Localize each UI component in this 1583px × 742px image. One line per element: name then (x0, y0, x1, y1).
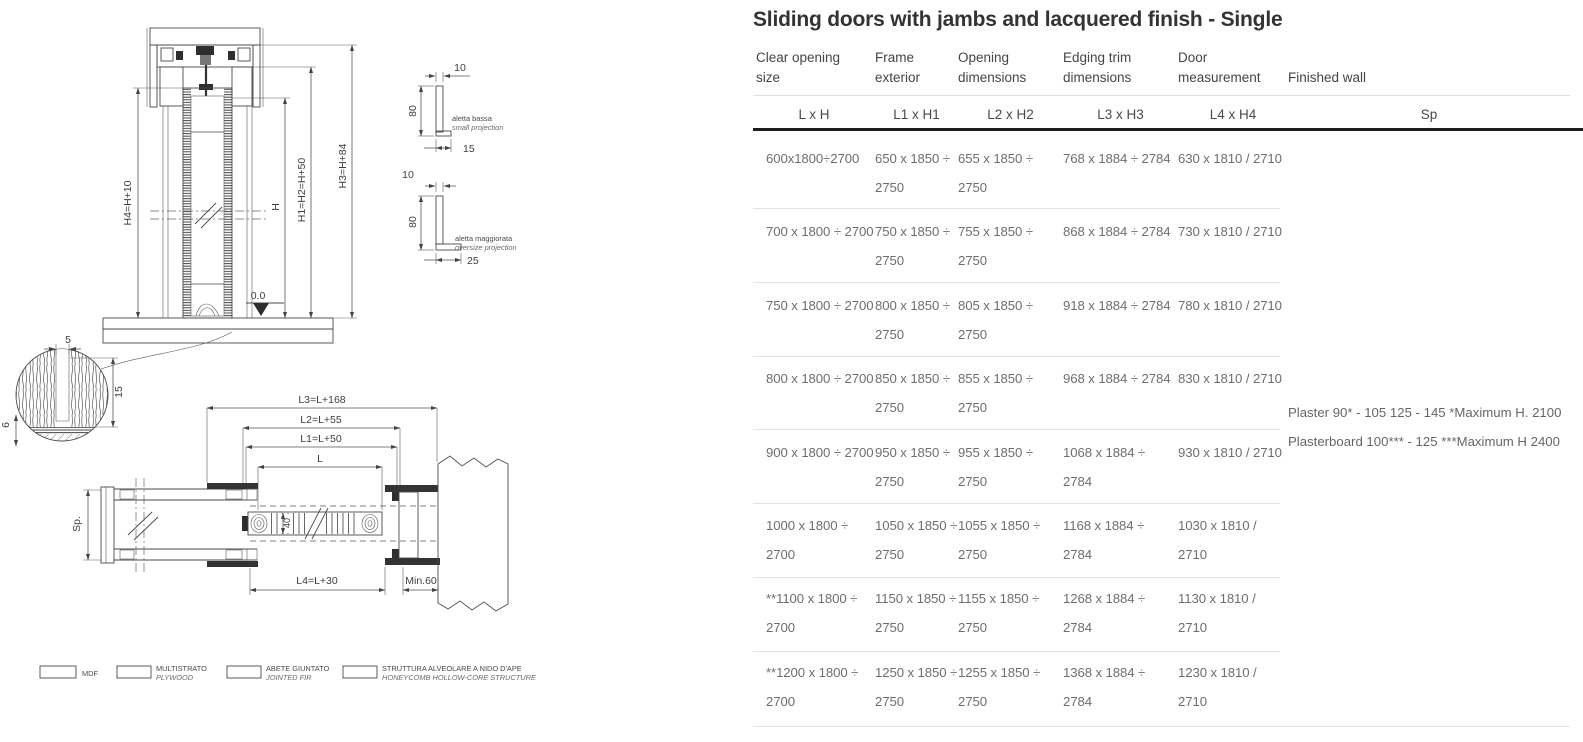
spec-table (753, 0, 1583, 742)
table-cell: 1155 x 1850 ÷ 2750 (958, 591, 1040, 635)
profile2-dim-bottom: 25 (467, 255, 479, 267)
table-cell: **1100 x 1800 ÷ 2700 (766, 591, 858, 635)
profile1-label-it: aletta bassa (452, 114, 492, 123)
table-cell: 800 x 1850 ÷ 2750 (875, 298, 950, 342)
dim-label-l2: L2=L+55 (300, 414, 342, 426)
table-cell: 750 x 1850 ÷ 2750 (875, 224, 950, 268)
row-divider (753, 503, 1280, 504)
profile1-label-en: small projection (452, 123, 504, 132)
legend-label-honeycomb-en: HONEYCOMB HOLLOW-CORE STRUCTURE (382, 673, 536, 682)
vertical-section (103, 28, 357, 343)
subheader-sp: Sp (1420, 107, 1438, 122)
legend-label-fir-it: ABETE GIUNTATO (266, 664, 330, 673)
table-cell: 1150 x 1850 ÷ 2750 (875, 591, 957, 635)
dim-label-l1: L1=L+50 (300, 433, 342, 445)
table-cell: 830 x 1810 / 2710 (1178, 371, 1282, 386)
table-cell: 1030 x 1810 / 2710 (1178, 518, 1257, 562)
page-title: Sliding doors with jambs and lacquered finish - Single (753, 8, 1283, 31)
profile2-dim-top: 10 (402, 169, 414, 181)
dim-label-h4: H4=H+10 (122, 180, 134, 226)
legend-label-fir-en: JOINTED FIR (266, 673, 312, 682)
subheader-l2h2: L2 x H2 (987, 107, 1034, 122)
plan-section (71, 394, 508, 611)
subheader-l1h1: L1 x H1 (893, 107, 940, 122)
table-cell: 1250 x 1850 ÷ 2750 (875, 665, 958, 709)
table-cell: 700 x 1800 ÷ 2700 (766, 224, 874, 239)
dim-label-l4: L4=L+30 (296, 575, 338, 587)
legend-swatch-fir (227, 666, 261, 678)
legend-label-mdf: MDF (82, 669, 99, 678)
table-cell: 1055 x 1850 ÷ 2750 (958, 518, 1041, 562)
dim-label-h: H (270, 203, 282, 211)
note-plaster: Plaster 90* - 105 125 - 145 *Maximum H. 2100 (1288, 405, 1562, 420)
finished-wall-notes (1288, 398, 1561, 456)
table-cell: 1068 x 1884 ÷ 2784 (1063, 445, 1146, 489)
dim-label-l3: L3=L+168 (298, 394, 346, 406)
legend-swatch-plywood (117, 666, 151, 678)
row-divider (753, 282, 1280, 283)
table-cell: 755 x 1850 ÷ 2750 (958, 224, 1033, 268)
legend-label-honeycomb-it: STRUTTURA ALVEOLARE A NIDO D'APE (382, 664, 522, 673)
subheader-lxh: L x H (798, 107, 830, 122)
legend-swatch-mdf (40, 666, 76, 678)
profile2-dim-side: 80 (407, 216, 419, 228)
row-divider (753, 577, 1280, 578)
table-cell: 1230 x 1810 / 2710 (1178, 665, 1257, 709)
table-cell: 868 x 1884 ÷ 2784 (1063, 224, 1171, 239)
table-cell: 805 x 1850 ÷ 2750 (958, 298, 1033, 342)
profile1-dim-side: 80 (407, 105, 419, 117)
table-cell: 1368 x 1884 ÷ 2784 (1063, 665, 1146, 709)
row-divider (753, 356, 1280, 357)
technical-drawing (0, 0, 740, 742)
legend-swatch-honeycomb (343, 666, 377, 678)
table-cell: 955 x 1850 ÷ 2750 (958, 445, 1033, 489)
table-cell: 1268 x 1884 ÷ 2784 (1063, 591, 1146, 635)
table-cell: 1255 x 1850 ÷ 2750 (958, 665, 1041, 709)
detail-circle (0, 332, 232, 446)
table-cell: 918 x 1884 ÷ 2784 (1063, 298, 1171, 313)
detail-dim-right: 15 (113, 386, 125, 398)
col-header-clear-opening: Clear opening size (756, 50, 841, 85)
row-divider (753, 429, 1280, 430)
level-label: 0.0 (250, 290, 266, 302)
table-cell: 968 x 1884 ÷ 2784 (1063, 371, 1171, 386)
dim-label-h3: H3=H+84 (337, 143, 349, 189)
legend-label-plywood-it: MULTISTRATO (156, 664, 207, 673)
col-header-opening-dimensions: Opening dimensions (958, 50, 1027, 85)
col-header-frame-exterior: Frame exterior (875, 50, 921, 85)
table-cell: 950 x 1850 ÷ 2750 (875, 445, 950, 489)
dim-label-h1: H1=H2=H+50 (296, 157, 308, 223)
dim-label-l: L (317, 453, 323, 465)
table-cell: 630 x 1810 / 2710 (1178, 151, 1282, 166)
table-cell: 855 x 1850 ÷ 2750 (958, 371, 1033, 415)
table-cell: **1200 x 1800 ÷ 2700 (766, 665, 859, 709)
table-cell: 780 x 1810 / 2710 (1178, 298, 1282, 313)
row-divider (753, 651, 1280, 652)
table-cell: 768 x 1884 ÷ 2784 (1063, 151, 1171, 166)
table-head-rule (753, 128, 1583, 131)
dim-label-sp: Sp. (71, 516, 83, 532)
table-cell: 1000 x 1800 ÷ 2700 (766, 518, 849, 562)
table-cell: 655 x 1850 ÷ 2750 (958, 151, 1033, 195)
profile1-dim-bottom: 15 (463, 143, 475, 155)
col-header-edging-trim: Edging trim dimensions (1063, 50, 1132, 85)
legend-label-plywood-en: PLYWOOD (156, 673, 194, 682)
table-cell: 600x1800÷2700 (766, 151, 860, 166)
table-cell: 750 x 1800 ÷ 2700 (766, 298, 874, 313)
table-cell: 930 x 1810 / 2710 (1178, 445, 1282, 460)
row-divider (753, 208, 1280, 209)
profile2-label-it: aletta maggiorata (455, 234, 513, 243)
subheader-l4h4: L4 x H4 (1209, 107, 1257, 122)
subheader-l3h3: L3 x H3 (1097, 107, 1144, 122)
col-header-finished-wall: Finished wall (1288, 70, 1367, 85)
table-cell: 650 x 1850 ÷ 2750 (875, 151, 950, 195)
profile-details (402, 62, 516, 267)
note-plasterboard: Plasterboard 100*** - 125 ***Maximum H 2400 (1288, 434, 1560, 449)
table-cell: 800 x 1800 ÷ 2700 (766, 371, 874, 386)
table-cell: 1168 x 1884 ÷ 2784 (1063, 518, 1145, 562)
table-cell: 1130 x 1810 / 2710 (1178, 591, 1256, 635)
table-cell: 900 x 1800 ÷ 2700 (766, 445, 874, 460)
table-cell: 1050 x 1850 ÷ 2750 (875, 518, 958, 562)
table-bottom-rule (753, 726, 1570, 727)
table-cell: 850 x 1850 ÷ 2750 (875, 371, 950, 415)
dim-label-min60: Min.60 (405, 575, 437, 587)
table-cell: 730 x 1810 / 2710 (1178, 224, 1282, 239)
detail-dim-top: 5 (65, 334, 71, 346)
header-divider (753, 95, 1570, 96)
profile1-dim-top: 10 (454, 62, 466, 74)
profile2-label-en: oversize projection (455, 243, 517, 252)
col-header-door-measurement: Door measurement (1178, 50, 1261, 85)
dim-label-40: 40 (282, 517, 292, 529)
materials-legend (40, 664, 536, 682)
detail-dim-left: 6 (0, 422, 12, 428)
